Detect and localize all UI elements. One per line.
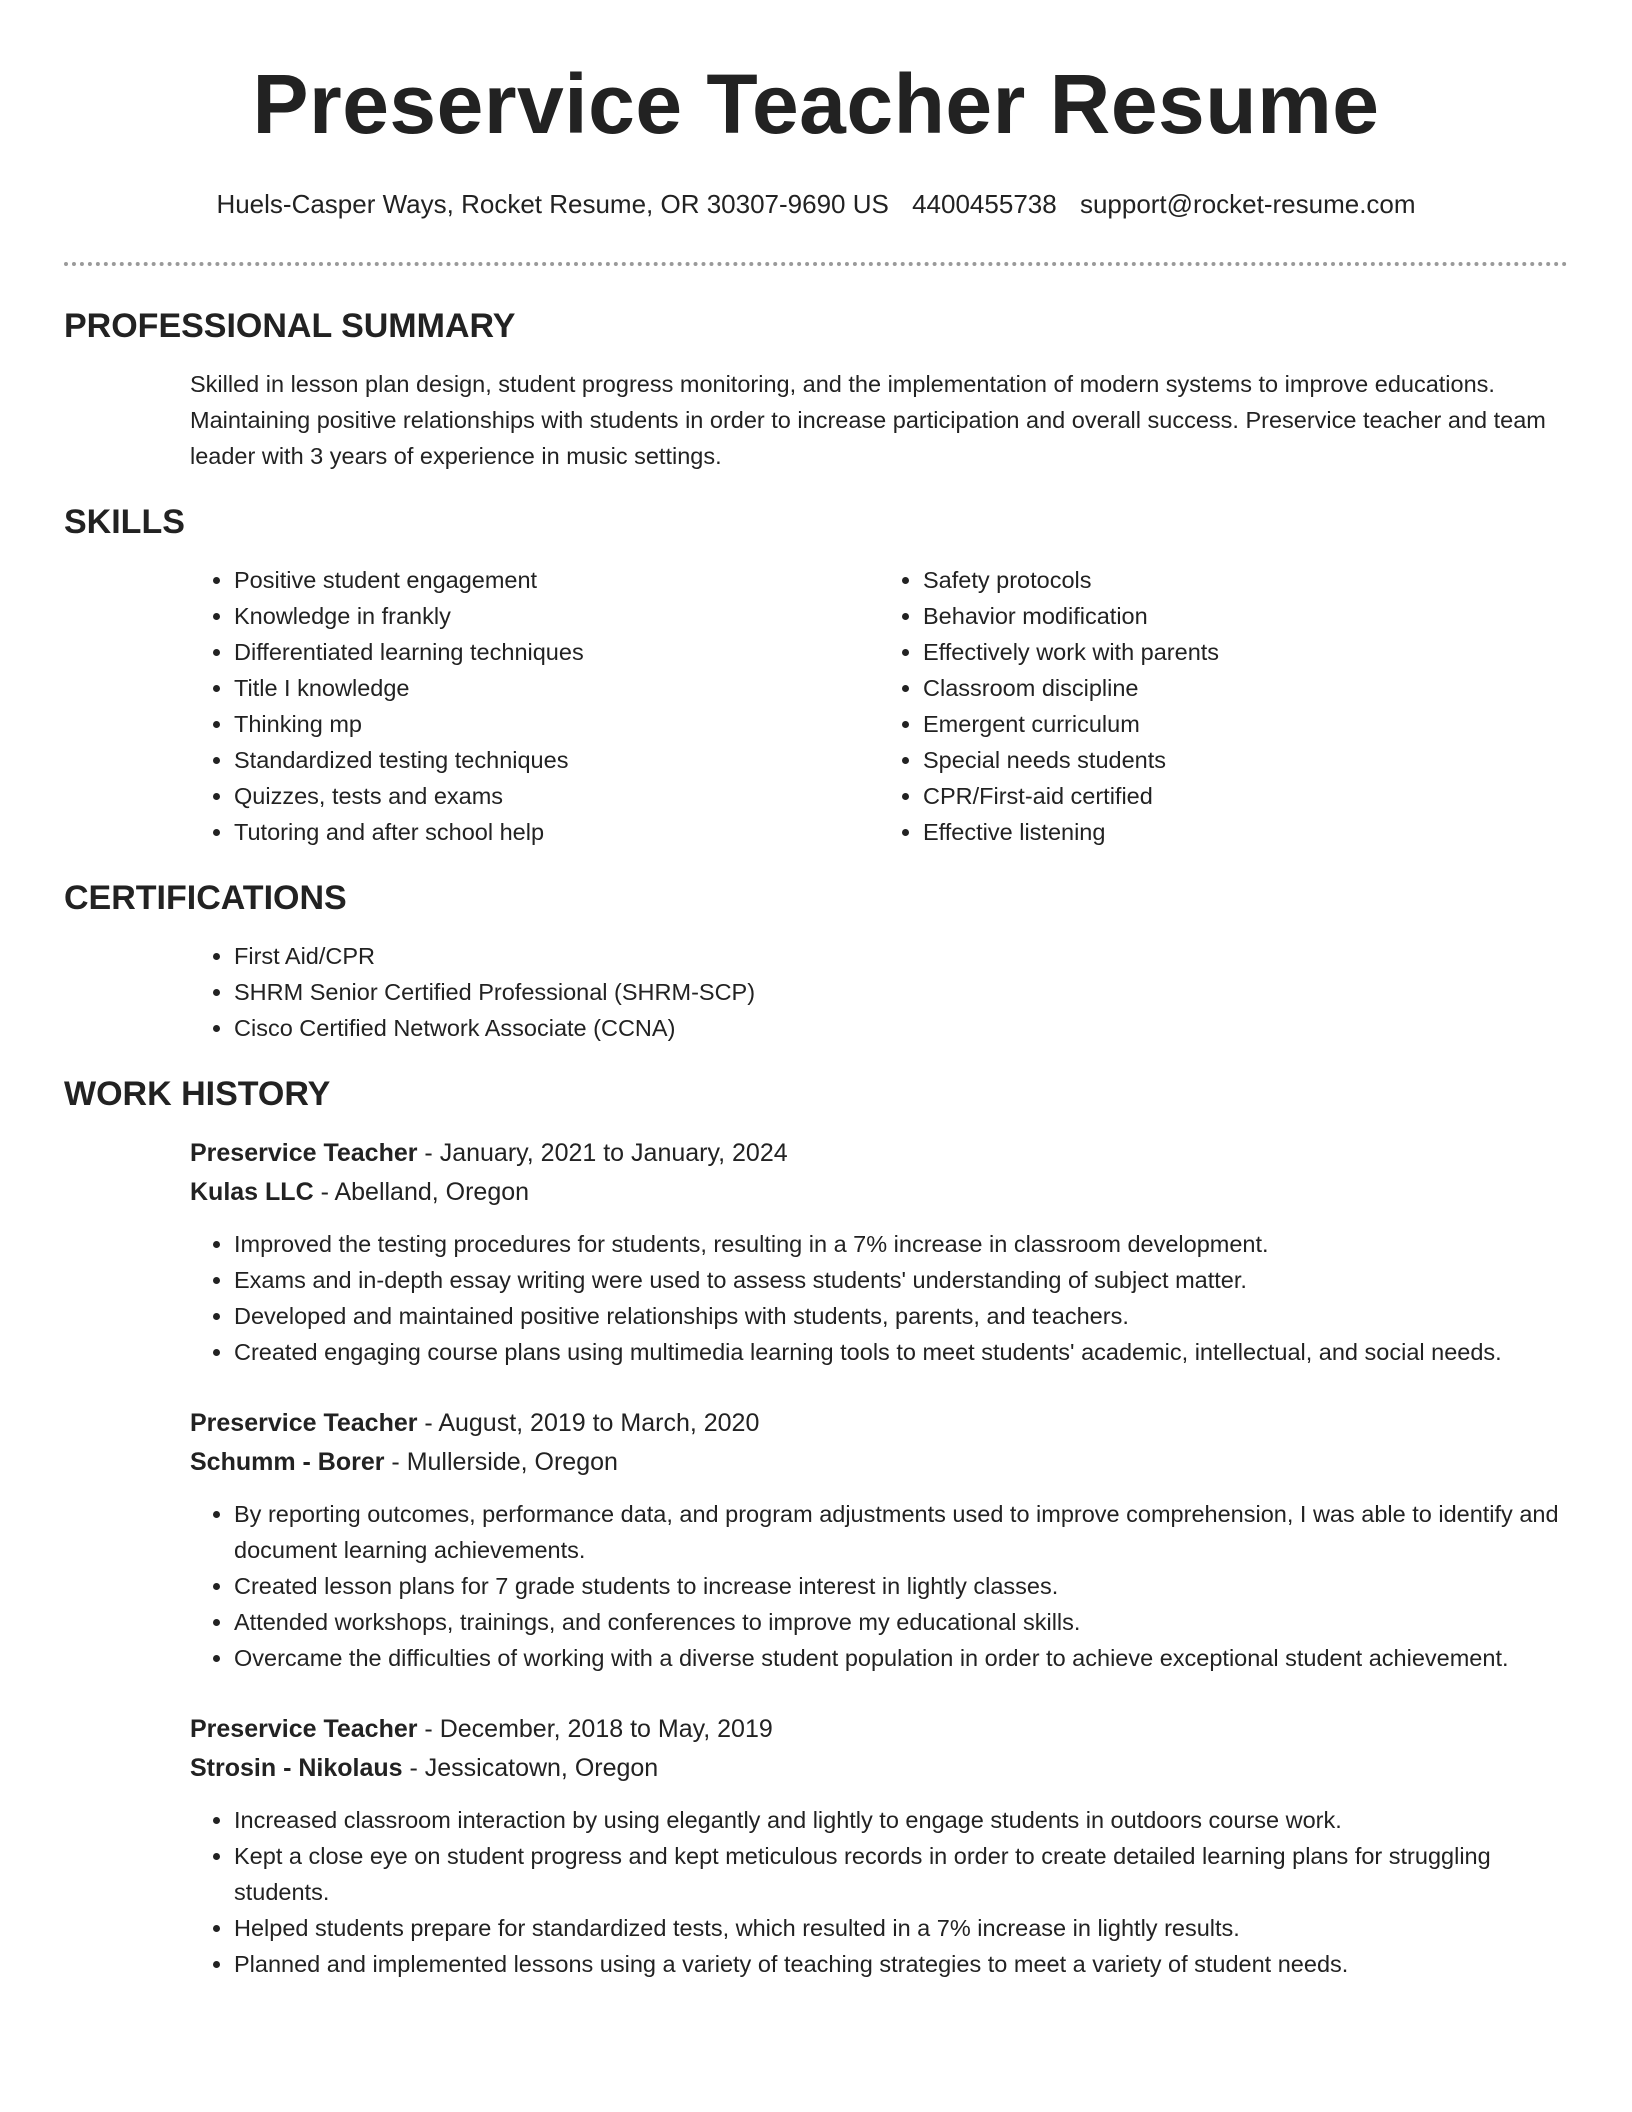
job-location: - Abelland, Oregon	[313, 1178, 530, 1206]
contact-email: support@rocket-resume.com	[1079, 189, 1416, 219]
summary-heading: PROFESSIONAL SUMMARY	[64, 307, 516, 345]
skill-item: • Effective listening	[923, 814, 1568, 850]
skill-item: • Differentiated learning techniques	[234, 634, 879, 670]
job-company: Kulas LLC	[190, 1178, 314, 1206]
job-bullet: • Kept a close eye on student progress and kept meticulous records in order to create detailed learning plans for struggling students.	[234, 1838, 1568, 1910]
skill-item: • Quizzes, tests and exams	[234, 778, 879, 814]
certification-item: • First Aid/CPR	[234, 938, 1568, 974]
skill-item: • Tutoring and after school help	[234, 814, 879, 850]
job-title-line	[190, 1710, 1568, 1749]
job-bullet: • Overcame the difficulties of working with a diverse student population in order to achieve exceptional student achievement.	[234, 1640, 1568, 1676]
summary-text: Skilled in lesson plan design, student progress monitoring, and the implementation of modern systems to improve educations. Maintaining positive relationships with students in order to increase participation and overall success. Preservice teacher and team leader with 3 years of experience in music settings.	[190, 371, 1546, 469]
skill-item: • Behavior modification	[923, 598, 1568, 634]
job-entry	[190, 1710, 1568, 1982]
job-role: Preservice Teacher	[190, 1715, 418, 1743]
job-location: - Jessicatown, Oregon	[402, 1754, 659, 1782]
job-bullet: • Created engaging course plans using multimedia learning tools to meet students' academic, intellectual, and social needs.	[234, 1334, 1568, 1370]
job-role: Preservice Teacher	[190, 1409, 418, 1437]
job-company-line	[190, 1443, 1568, 1482]
job-dates: - December, 2018 to May, 2019	[417, 1715, 773, 1743]
skill-item: • Standardized testing techniques	[234, 742, 879, 778]
skill-item: • Thinking mp	[234, 706, 879, 742]
resume-header	[64, 0, 1568, 220]
job-bullets	[190, 1496, 1568, 1676]
job-bullet: • Developed and maintained positive relationships with students, parents, and teachers.	[234, 1298, 1568, 1334]
job-bullet: • Helped students prepare for standardized tests, which resulted in a 7% increase in lightly results.	[234, 1910, 1568, 1946]
skill-item: • Special needs students	[923, 742, 1568, 778]
job-title-line	[190, 1404, 1568, 1443]
skill-item: • Classroom discipline	[923, 670, 1568, 706]
contact-address: Huels-Casper Ways, Rocket Resume, OR 30307-9690 US	[216, 189, 889, 219]
job-company: Strosin - Nikolaus	[190, 1754, 403, 1782]
job-bullet: • Improved the testing procedures for students, resulting in a 7% increase in classroom development.	[234, 1226, 1568, 1262]
skill-item: • Effectively work with parents	[923, 634, 1568, 670]
work-history-heading: WORK HISTORY	[64, 1075, 331, 1113]
skills-list-left	[190, 562, 879, 850]
job-title-line	[190, 1134, 1568, 1173]
skill-item: • Positive student engagement	[234, 562, 879, 598]
skill-item: • Title I knowledge	[234, 670, 879, 706]
summary-section	[64, 306, 1568, 474]
job-role: Preservice Teacher	[190, 1139, 418, 1167]
certification-item: • SHRM Senior Certified Professional (SHRM-SCP)	[234, 974, 1568, 1010]
job-bullet: • Exams and in-depth essay writing were used to assess students' understanding of subject matter.	[234, 1262, 1568, 1298]
resume-title: Preservice Teacher Resume	[252, 57, 1380, 151]
skill-item: • Knowledge in frankly	[234, 598, 879, 634]
job-bullet: • Increased classroom interaction by using elegantly and lightly to engage students in outdoors course work.	[234, 1802, 1568, 1838]
certifications-list	[190, 938, 1568, 1046]
job-company: Schumm - Borer	[190, 1448, 385, 1476]
skills-list-right	[879, 562, 1568, 850]
job-bullet: • Attended workshops, trainings, and conferences to improve my educational skills.	[234, 1604, 1568, 1640]
job-bullets	[190, 1226, 1568, 1370]
job-dates: - August, 2019 to March, 2020	[417, 1409, 760, 1437]
contact-line	[64, 188, 1568, 220]
header-divider	[64, 262, 1568, 266]
skill-item: • CPR/First-aid certified	[923, 778, 1568, 814]
skill-item: • Safety protocols	[923, 562, 1568, 598]
job-entry	[190, 1404, 1568, 1676]
job-company-line	[190, 1749, 1568, 1788]
skills-heading: SKILLS	[64, 503, 185, 541]
job-bullet: • Created lesson plans for 7 grade students to increase interest in lightly classes.	[234, 1568, 1568, 1604]
certification-item: • Cisco Certified Network Associate (CCNA)	[234, 1010, 1568, 1046]
job-dates: - January, 2021 to January, 2024	[417, 1139, 788, 1167]
certifications-section	[64, 878, 1568, 1046]
job-bullet: • Planned and implemented lessons using a variety of teaching strategies to meet a variety of student needs.	[234, 1946, 1568, 1982]
contact-phone: 4400455738	[912, 189, 1057, 219]
skills-section	[64, 502, 1568, 850]
job-bullet: • By reporting outcomes, performance data, and program adjustments used to improve comprehension, I was able to identify and document learning achievements.	[234, 1496, 1568, 1568]
job-company-line	[190, 1173, 1568, 1212]
certifications-heading: CERTIFICATIONS	[64, 879, 347, 917]
job-location: - Mullerside, Oregon	[384, 1448, 618, 1476]
job-bullets	[190, 1802, 1568, 1982]
job-entry	[190, 1134, 1568, 1370]
skill-item: • Emergent curriculum	[923, 706, 1568, 742]
work-history-section	[64, 1074, 1568, 1982]
